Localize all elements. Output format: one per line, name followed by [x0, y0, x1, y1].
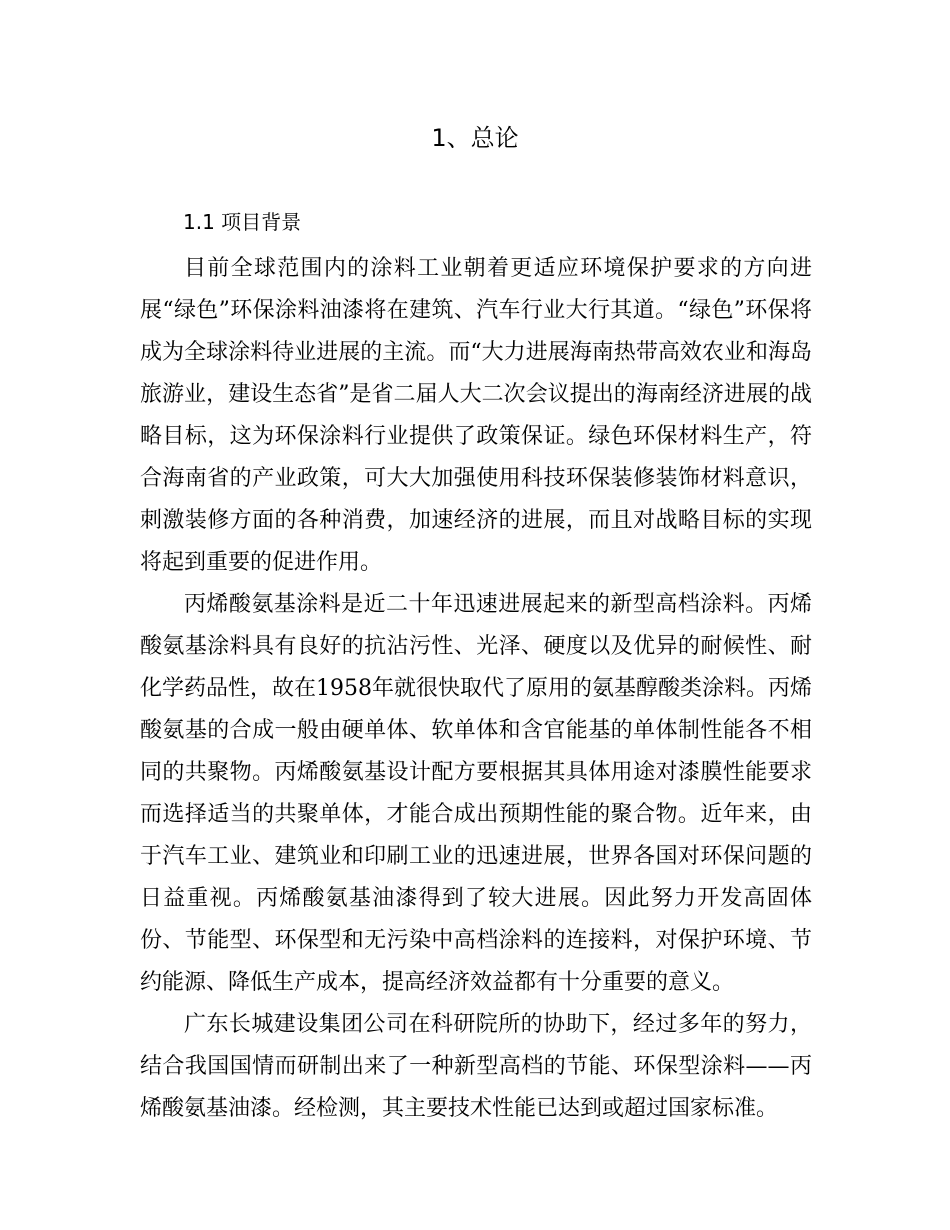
paragraph-company: 广东长城建设集团公司在科研院所的协助下，经过多年的努力，结合我国国情而研制出来了一种新型高档的节能、环保型涂料——丙烯酸氨基油漆。经检测，其主要技术性能已达到或超过国家标准。	[140, 1012, 812, 1121]
page-title: 1、总论	[431, 124, 519, 152]
body-text	[140, 248, 812, 1130]
paragraph-acrylic-amino: 丙烯酸氨基涂料是近二十年迅速进展起来的新型高档涂料。丙烯酸氨基涂料具有良好的抗沾污性、光泽、硬度以及优异的耐候性、耐化学药品性，故在1958年就很快取代了原用的氨基醇酸类涂料。丙烯酸氨基的合成一般由硬单体、软单体和含官能基的单体制性能各不相同的共聚物。丙烯酸氨基设计配方要根据其具体用途对漆膜性能要求而选择适当的共聚单体，才能合成出预期性能的聚合物。近年来，由于汽车工业、建筑业和印刷工业的迅速进展，世界各国对环保问题的日益重视。丙烯酸氨基油漆得到了较大进展。因此努力开发高固体份、节能型、环保型和无污染中高档涂料的连接料，对保护环境、节约能源、降低生产成本，提高经济效益都有十分重要的意义。	[140, 592, 812, 995]
paragraph-background: 目前全球范围内的涂料工业朝着更适应环境保护要求的方向进展“绿色”环保涂料油漆将在建筑、汽车行业大行其道。“绿色”环保将成为全球涂料待业进展的主流。而“大力进展海南热带高效农业和海岛旅游业，建设生态省”是省二届人大二次会议提出的海南经济进展的战略目标，这为环保涂料行业提供了政策保证。绿色环保材料生产，符合海南省的产业政策，可大大加强使用科技环保装修装饰材料意识，刺激装修方面的各种消费，加速经济的进展，而且对战略目标的实现将起到重要的促进作用。	[140, 256, 812, 575]
section-heading: 1.1 项目背景	[183, 210, 302, 234]
